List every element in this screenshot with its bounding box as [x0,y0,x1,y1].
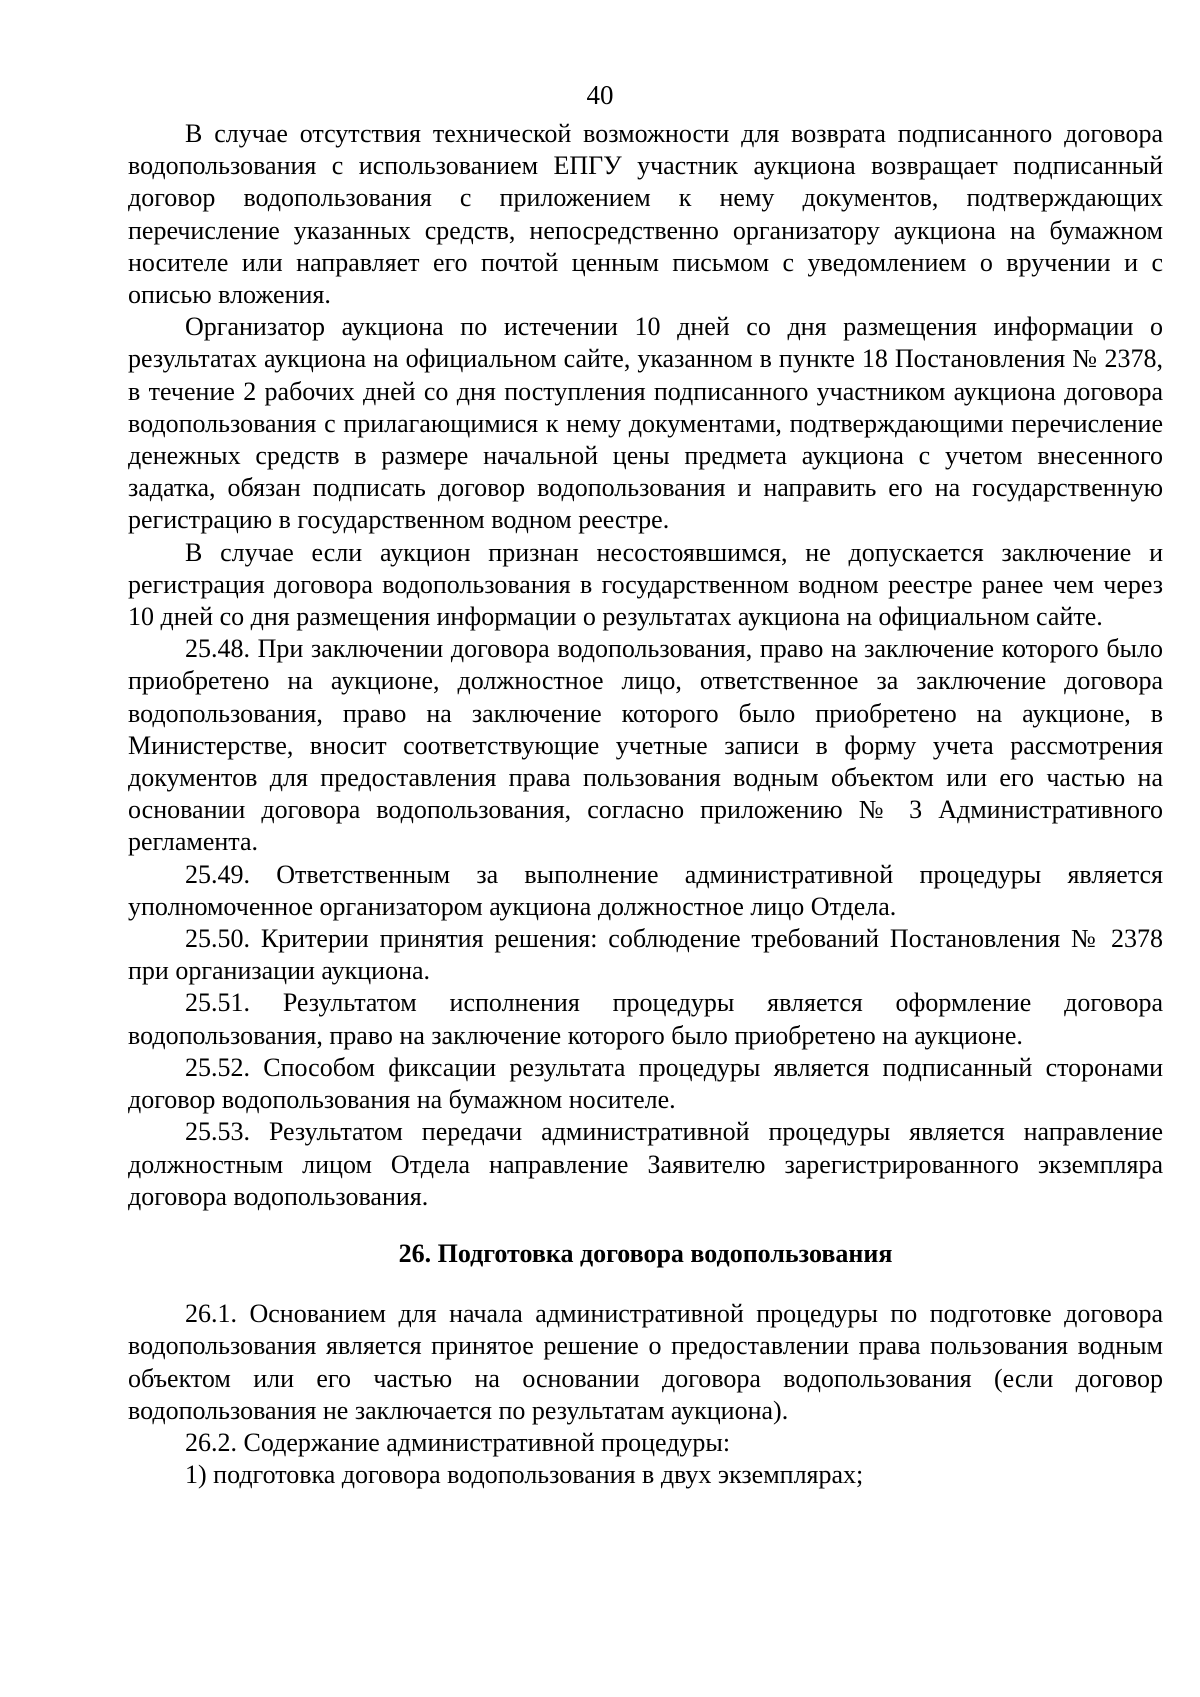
paragraph-25-50: 25.50. Критерии принятия решения: соблюдение требований Постановления № 2378 при организации аукциона. [128,924,1163,986]
list-item-1: 1) подготовка договора водопользования в двух экземплярах; [185,1460,864,1490]
section-heading: 26. Подготовка договора водопользования [398,1238,893,1268]
page-number: 40 [586,80,614,110]
paragraph-auction-failed: В случае если аукцион признан несостоявшимся, не допускается заключение и регистрация договора водопользования в государственном водном реестре ранее чем через 10 дней со дня размещения информации о результатах аукциона на официальном сайте. [128,537,1163,632]
paragraph-25-51: 25.51. Результатом исполнения процедуры является оформление договора водопользования, право на заключение которого было приобретено на аукционе. [128,988,1163,1050]
paragraph-25-48: 25.48. При заключении договора водопользования, право на заключение которого было приобретено на аукционе, должностное лицо, ответственное за заключение договора водопользования, право на заключение которого было приобретено на аукционе, в Министерстве, вносит соответствующие учетные записи в форму учета рассмотрения документов для предоставления права пользования водным объектом или его частью на основании договора водопользования, согласно приложению № 3 Административного регламента. [128,634,1163,857]
paragraph-26-1: 26.1. Основанием для начала административной процедуры по подготовке договора водопользования является принятое решение о предоставлении права пользования водным объектом или его частью на основании договора водопользования (если договор водопользования не заключается по результатам аукциона). [128,1299,1163,1425]
paragraph-no-return-possibility: В случае отсутствия технической возможности для возврата подписанного договора водопользования с использованием ЕПГУ участник аукциона возвращает подписанный договор водопользования с приложением к нему документов, подтверждающих перечисление указанных средств, непосредственно организатору аукциона на бумажном носителе или направляет его почтой ценным письмом с уведомлением о вручении и с описью вложения. [128,119,1163,310]
paragraph-25-52: 25.52. Способом фиксации результата процедуры является подписанный сторонами договор водопользования на бумажном носителе. [128,1052,1163,1115]
document-body [128,118,1163,1491]
paragraph-25-49: 25.49. Ответственным за выполнение административной процедуры является уполномоченное организатором аукциона должностное лицо Отдела. [128,859,1163,921]
paragraph-organizer-signing: Организатор аукциона по истечении 10 дней со дня размещения информации о результатах аукциона на официальном сайте, указанном в пункте 18 Постановления № 2378, в течение 2 рабочих дней со дня поступления подписанного участником аукциона договора водопользования с прилагающимися к нему документами, подтверждающими перечисление денежных средств в размере начальной цены предмета аукциона с учетом внесенного задатка, обязан подписать договор водопользования и направить его на государственную регистрацию в государственном водном реестре. [128,312,1163,535]
paragraph-25-53: 25.53. Результатом передачи административной процедуры является направление должностным лицом Отдела направление Заявителю зарегистрированного экземпляра договора водопользования. [128,1117,1163,1211]
paragraph-26-2: 26.2. Содержание административной процедуры: [185,1427,731,1457]
